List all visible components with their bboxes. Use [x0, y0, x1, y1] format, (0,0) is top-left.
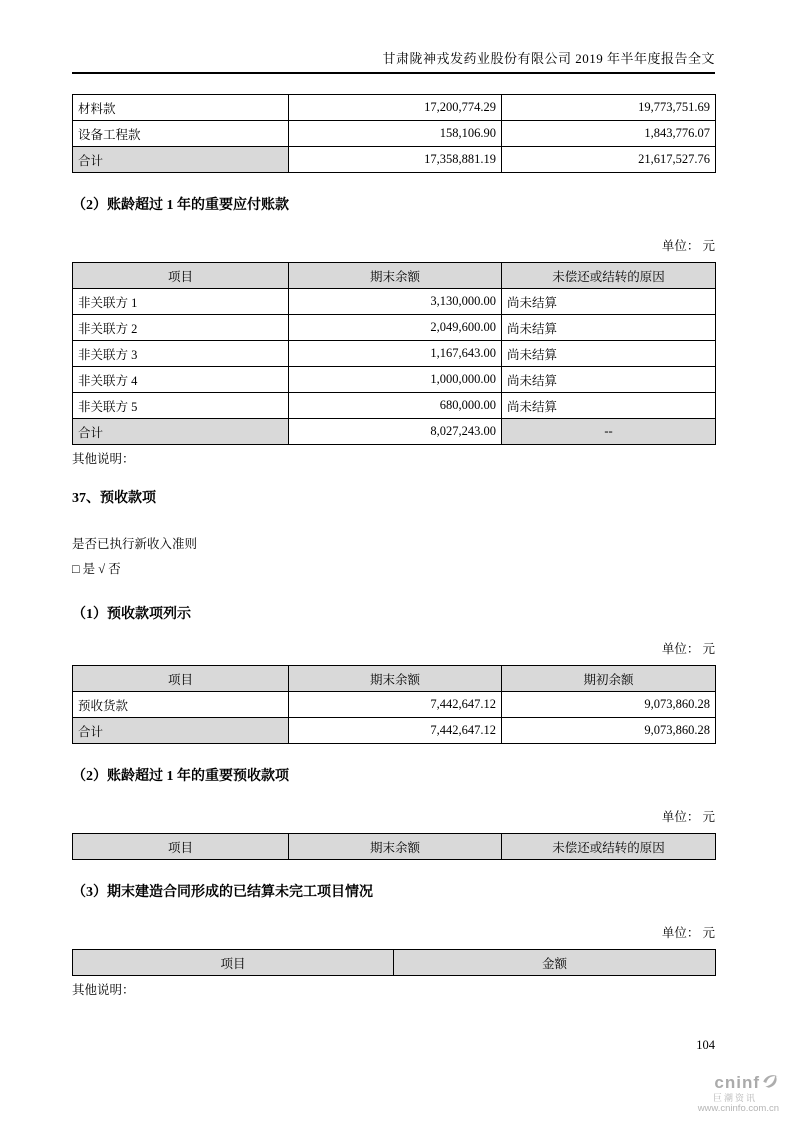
column-header-begin-balance: 期初余额 — [502, 666, 716, 692]
total-label-cell: 合计 — [73, 147, 289, 173]
column-header-amount: 金额 — [394, 950, 716, 976]
column-header-item: 项目 — [73, 834, 289, 860]
end-balance-cell: 680,000.00 — [289, 393, 502, 419]
column-header-reason: 未偿还或结转的原因 — [502, 834, 716, 860]
aged-advances-table — [72, 833, 716, 860]
reason-cell: 尚未结算 — [502, 393, 716, 419]
table-header-row — [73, 666, 716, 692]
item-cell: 设备工程款 — [73, 121, 289, 147]
page-number: 104 — [696, 1038, 715, 1052]
cninf-url: www.cninfo.com.cn — [697, 1102, 779, 1114]
begin-balance-cell: 9,073,860.28 — [502, 692, 716, 718]
unit-label: 单位： 元 — [661, 642, 715, 656]
end-balance-cell: 17,358,881.19 — [289, 147, 502, 173]
table-total-row — [73, 718, 716, 744]
payables-detail-table — [72, 94, 716, 173]
item-cell: 非关联方 4 — [73, 367, 289, 393]
unit-label: 单位： 元 — [661, 926, 715, 940]
table-row — [73, 289, 716, 315]
end-balance-cell: 1,167,643.00 — [289, 341, 502, 367]
table-row — [73, 393, 716, 419]
yes-no-answer-line: □ 是 √ 否 — [72, 562, 121, 576]
column-header-end-balance: 期末余额 — [289, 263, 502, 289]
table-header-row — [73, 950, 716, 976]
subsection-heading-advances-list: （1）预收款项列示 — [72, 607, 191, 622]
table-row — [73, 341, 716, 367]
subsection-heading-aged-advances: （2）账龄超过 1 年的重要预收款项 — [72, 769, 289, 784]
reason-cell: 尚未结算 — [502, 289, 716, 315]
item-cell: 非关联方 1 — [73, 289, 289, 315]
unit-label: 单位： 元 — [661, 239, 715, 253]
other-note: 其他说明： — [72, 452, 135, 466]
end-balance-cell: 3,130,000.00 — [289, 289, 502, 315]
reason-cell: -- — [502, 419, 716, 445]
subsection-heading-construction-contracts: （3）期末建造合同形成的已结算未完工项目情况 — [72, 885, 373, 900]
advances-list-table — [72, 665, 716, 744]
cninf-logo — [698, 1072, 779, 1114]
end-balance-cell: 2,049,600.00 — [289, 315, 502, 341]
aged-payables-table — [72, 262, 716, 445]
section-heading-aged-payables: （2）账龄超过 1 年的重要应付账款 — [72, 198, 289, 213]
end-balance-cell: 7,442,647.12 — [289, 718, 502, 744]
column-header-end-balance: 期末余额 — [289, 666, 502, 692]
item-cell: 非关联方 5 — [73, 393, 289, 419]
reason-cell: 尚未结算 — [502, 367, 716, 393]
begin-balance-cell: 19,773,751.69 — [502, 95, 716, 121]
total-label-cell: 合计 — [73, 718, 289, 744]
column-header-end-balance: 期末余额 — [289, 834, 502, 860]
other-note: 其他说明： — [72, 983, 135, 997]
item-cell: 材料款 — [73, 95, 289, 121]
page-header-title: 甘肃陇神戎发药业股份有限公司 2019 年半年度报告全文 — [72, 0, 715, 74]
column-header-item: 项目 — [73, 263, 289, 289]
end-balance-cell: 17,200,774.29 — [289, 95, 502, 121]
cninf-swirl-icon — [762, 1072, 779, 1094]
table-row — [73, 121, 716, 147]
item-cell: 非关联方 2 — [73, 315, 289, 341]
begin-balance-cell: 21,617,527.76 — [502, 147, 716, 173]
column-header-item: 项目 — [73, 950, 394, 976]
table-total-row — [73, 419, 716, 445]
end-balance-cell: 158,106.90 — [289, 121, 502, 147]
reason-cell: 尚未结算 — [502, 341, 716, 367]
end-balance-cell: 8,027,243.00 — [289, 419, 502, 445]
total-label-cell: 合计 — [73, 419, 289, 445]
column-header-reason: 未偿还或结转的原因 — [502, 263, 716, 289]
construction-contracts-table — [72, 949, 716, 976]
table-row — [73, 315, 716, 341]
table-row — [73, 692, 716, 718]
new-revenue-standard-question: 是否已执行新收入准则 — [72, 537, 198, 551]
column-header-item: 项目 — [73, 666, 289, 692]
reason-cell: 尚未结算 — [502, 315, 716, 341]
unit-label: 单位： 元 — [661, 810, 715, 824]
item-cell: 非关联方 3 — [73, 341, 289, 367]
begin-balance-cell: 9,073,860.28 — [502, 718, 716, 744]
table-header-row — [73, 834, 716, 860]
begin-balance-cell: 1,843,776.07 — [502, 121, 716, 147]
end-balance-cell: 7,442,647.12 — [289, 692, 502, 718]
table-row — [73, 367, 716, 393]
cninf-chinese-name: 巨潮资讯 — [712, 1092, 757, 1103]
item-cell: 预收货款 — [73, 692, 289, 718]
end-balance-cell: 1,000,000.00 — [289, 367, 502, 393]
table-row — [73, 95, 716, 121]
table-header-row — [73, 263, 716, 289]
cninf-brand-text: cninf — [714, 1072, 760, 1092]
table-total-row — [73, 147, 716, 173]
section-heading-advances: 37、预收款项 — [72, 491, 156, 506]
